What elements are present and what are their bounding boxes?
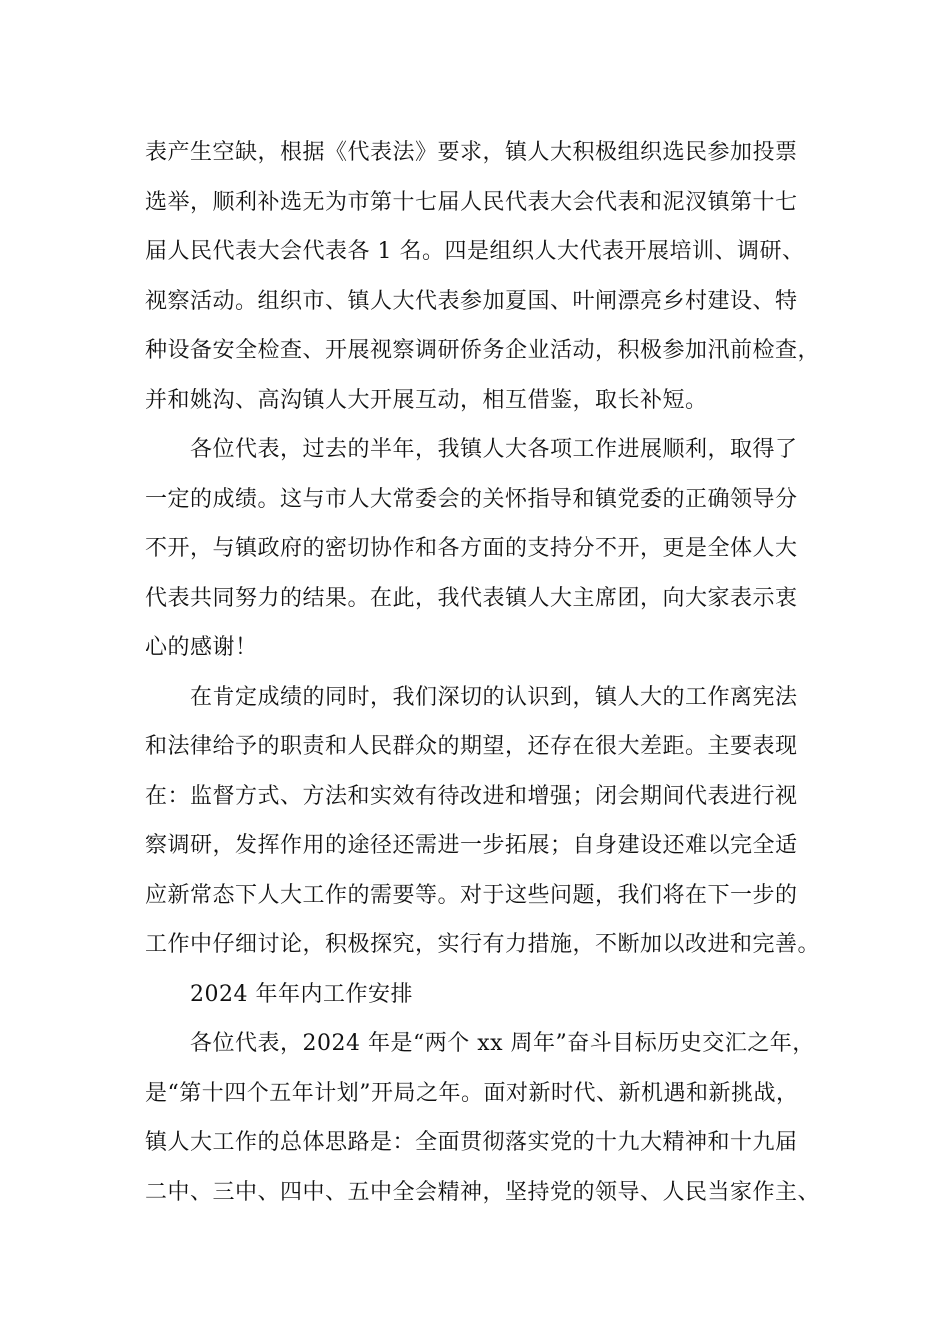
text-line: 种设备安全检查、开展视察调研侨务企业活动，积极参加汛前检查， xyxy=(145,338,821,363)
text-line: 并和姚沟、高沟镇人大开展互动，相互借鉴，取长补短。 xyxy=(145,387,708,413)
text-line: 应新常态下人大工作的需要等。对于这些问题，我们将在下一步的 xyxy=(145,882,798,908)
section-heading: 2024 年年内工作安排 xyxy=(190,981,413,1007)
text-line: 届人民代表大会代表各 1 名。四是组织人大代表开展培训、调研、 xyxy=(145,239,805,264)
paragraph-start-line: 各位代表，过去的半年，我镇人大各项工作进展顺利，取得了 xyxy=(190,437,798,462)
text-line: 不开，与镇政府的密切协作和各方面的支持分不开，更是全体人大 xyxy=(145,536,798,561)
text-line: 选举，顺利补选无为市第十七届人民代表大会代表和泥汊镇第十七 xyxy=(145,189,798,215)
paragraph-start-line: 各位代表，2024 年是“两个 xx 周年”奋斗目标历史交汇之年， xyxy=(190,1031,815,1056)
paragraph-start-line: 在肯定成绩的同时，我们深切的认识到，镇人大的工作离宪法 xyxy=(190,684,798,710)
text-line: 表产生空缺，根据《代表法》要求，镇人大积极组织选民参加投票 xyxy=(145,140,798,165)
text-line: 在：监督方式、方法和实效有待改进和增强；闭会期间代表进行视 xyxy=(145,783,798,809)
text-line: 心的感谢！ xyxy=(145,635,258,660)
text-line: 镇人大工作的总体思路是：全面贯彻落实党的十九大精神和十九届 xyxy=(145,1130,798,1155)
text-line: 代表共同努力的结果。在此，我代表镇人大主席团，向大家表示衷 xyxy=(145,585,798,611)
text-line: 二中、三中、四中、五中全会精神，坚持党的领导、人民当家作主、 xyxy=(145,1179,821,1205)
body-text xyxy=(145,128,825,1217)
text-line: 视察活动。组织市、镇人大代表参加夏国、叶闸漂亮乡村建设、特 xyxy=(145,288,798,314)
text-line: 一定的成绩。这与市人大常委会的关怀指导和镇党委的正确领导分 xyxy=(145,486,798,512)
text-line: 是“第十四个五年计划”开局之年。面对新时代、新机遇和新挑战， xyxy=(145,1080,799,1106)
text-line: 和法律给予的职责和人民群众的期望，还存在很大差距。主要表现 xyxy=(145,734,798,759)
text-line: 察调研，发挥作用的途径还需进一步拓展；自身建设还难以完全适 xyxy=(145,833,798,858)
text-line: 工作中仔细讨论，积极探究，实行有力措施，不断加以改进和完善。 xyxy=(145,932,821,957)
